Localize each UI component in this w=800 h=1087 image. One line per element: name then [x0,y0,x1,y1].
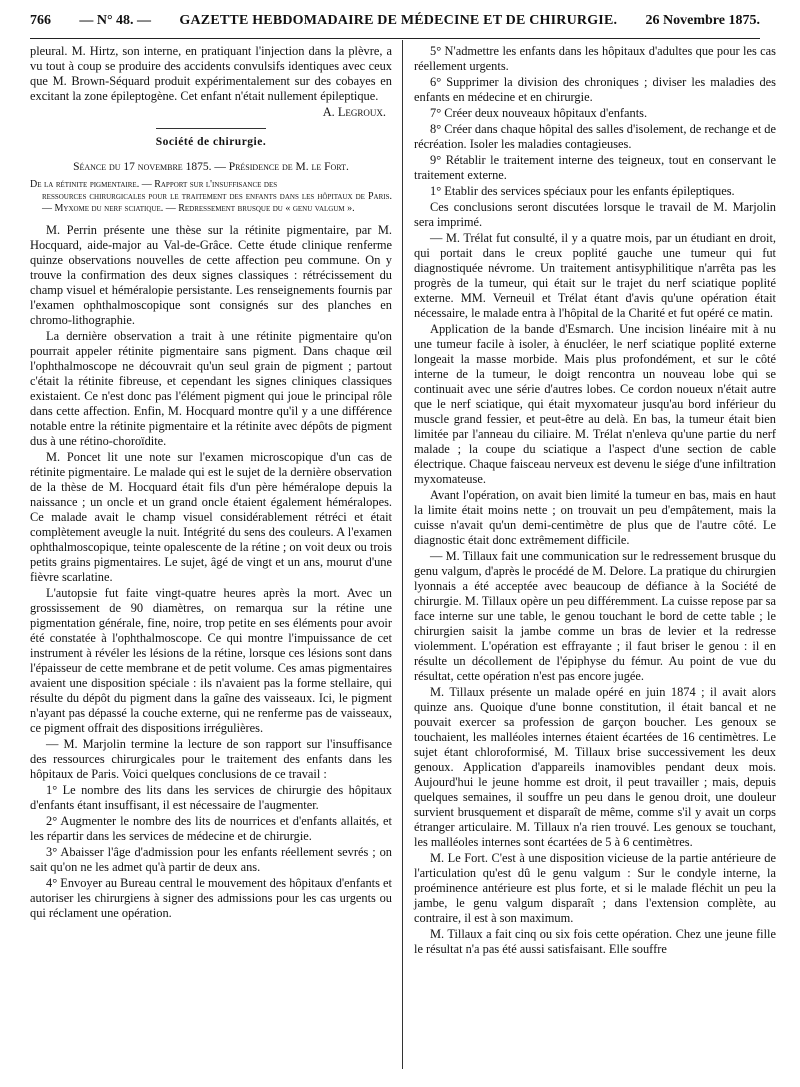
right-column [414,44,776,958]
paragraph: La dernière observation a trait à une rétinite pigmentaire qu'on pourrait appeler rétinite pigmentaire sans pigment. Dans chaque œil l'ophthalmoscope ne découvrait qu'un seul grain de pigment ; partout c'était la rétinite fibreuse, et cependant les signes cliniques classiques existaient. Ce n'est donc pas l'élément pigment qui joue le principal rôle dans cette affection. Enfin, M. Hocquard montre qu'il y a une différence notable entre la rétinite pigmentaire et la rétinite avec dépôts de pigment dus à une rétino-choroïdite. [30,329,392,448]
paragraph: — M. Marjolin termine la lecture de son rapport sur l'insuffisance des ressources chirurgicales pour le traitement des enfants dans les hôpitaux de Paris. Voici quelques conclusions de ce travail : [30,737,392,781]
section-separator [156,128,266,129]
paragraph: Avant l'opération, on avait bien limité la tumeur en bas, mais en haut la limite était moins nette ; on trouvait un peu d'empâtement, mais la cuisse n'avait qu'un demi-centimètre de plus que de l'autre côté. Le diagnostic était donc extrêmement difficile. [414,488,776,547]
paragraph: Application de la bande d'Esmarch. Une incision linéaire mit à nu une tumeur facile à isoler, à énucléer, le nerf sciatique poplité externe longeait la masse morbide. Mais plus profondément, et sur le côté interne de la tumeur, le doigt rencontra un nouveau lobe qui se continuait avec une série d'autres lobes. Ce cordon noueux n'était autre que le nerf sciatique, qui était myxomateur jusqu'au bord inférieur du muscle grand fessier, et peut-être au delà. En bas, la tumeur était bien limitée par l'anneau du ciliaire. M. Trélat n'enleva qu'une partie du nerf malade ; la coupe du sciatique a l'aspect d'une section de cable électrique. Chaque faisceau nerveux est devenu le siége d'une infiltration myxomateuse. [414,322,776,486]
paragraph: M. Perrin présente une thèse sur la rétinite pigmentaire, par M. Hocquard, aide-major au Val-de-Grâce. Cette étude clinique renferme quinze observations nouvelles de cette affection peu commune. On y trouve la confirmation des deux signes classiques : rétrécissement du champ visuel et héméralopie persistante. Les renseignements fournis par l'examen ophthalmoscopique sont consignés sur des planches en chromo-lithographie. [30,223,392,327]
paragraph: 5° N'admettre les enfants dans les hôpitaux d'adultes que pour les cas réellement urgents. [414,44,776,73]
left-column [30,44,392,922]
paragraph: 8° Créer dans chaque hôpital des salles d'isolement, de rechange et de récréation. Isoler les maladies contagieuses. [414,122,776,151]
paragraph: 4° Envoyer au Bureau central le mouvement des hôpitaux d'enfants et autoriser les chirurgiens à signer des admissions pour les cas urgents ou qui réclament une opération. [30,876,392,920]
paragraph: 3° Abaisser l'âge d'admission pour les enfants réellement sevrés ; on sait qu'on ne les admet qu'à partir de deux ans. [30,845,392,874]
page-number: 766 [30,13,51,28]
paragraph: 1° Le nombre des lits dans les services de chirurgie des hôpitaux d'enfants étant insuffisant, il est nécessaire de l'augmenter. [30,783,392,812]
paragraph: 1° Etablir des services spéciaux pour les enfants épileptiques. [430,184,735,198]
paragraph: 7° Créer deux nouveaux hôpitaux d'enfants. [430,106,648,120]
paragraph: 6° Supprimer la division des chroniques ; diviser les maladies des enfants en médecine et en chirurgie. [414,75,776,104]
paragraph: M. Tillaux présente un malade opéré en juin 1874 ; il avait alors quinze ans. Quoique d'une bonne constitution, il était bancal et ne pouvait exercer sa profession de garçon boucher. Les genoux se touchaient, les malléoles internes étaient écartées de 16 centimètres. Le sujet étant chloroformisé, M. Tillaux brise successivement les deux genoux. Application d'appareils inamovibles pendant deux mois. Aujourd'hui le jeune homme est droit, il peut travailler ; mais, depuis quelques semaines, il souffre un peu dans le genou droit, une douleur survient brusquement et disparaît de même, comme s'il y avait un corps étranger articulaire. M. Tillaux n'a rien trouvé. Les genoux se touchant, les malléoles internes sont écartées de 5 à 6 centimètres. [414,685,776,849]
page-header [30,6,760,36]
issue-date: 26 Novembre 1875. [645,13,760,28]
paragraph: 2° Augmenter le nombre des lits de nourrices et d'enfants allaités, et les répartir dans les services de médecine et de chirurgie. [30,814,392,843]
paragraph: — M. Tillaux fait une communication sur le redressement brusque du genu valgum, d'après le procédé de M. Delore. La pratique du chirurgien lyonnais a été acceptée avec beaucoup de défiance à la Société de chirurgie. M. Tillaux opère un peu différemment. La cuisse repose par sa face interne sur une table, le genou touchant le bord de cette table ; le chirurgien saisit la jambe comme un bras de levier et la redresse violemment. L'opération est effrayante ; il faut briser le genou : il en résulte un décollement de l'épiphyse du fémur. Au point de vue du résultat, cette opération n'est pas encore jugée. [414,549,776,683]
paragraph: L'autopsie fut faite vingt-quatre heures après la mort. Avec un grossissement de 90 diamètres, on remarqua sur la rétine une pigmentation générale, fine, noire, trop petite en ses éléments pour avoir été constatée à l'ophthalmoscope. Ce qui montre l'impuissance de cet instrument à révéler les lésions de la rétine, lorsque ces lésions sont dans l'épaisseur de cette membrane et de petit volume. Ces amas pigmentaires avaient une disposition spéciale : ils n'avaient pas la forme stellaire, qui résulte du dépôt du pigment dans la gaîne des vaisseaux. Ici, le pigment n'ayant pas dépassé la couche externe, qui ne renferme pas de vaisseaux, ce pigment offrait des dispositions irrégulières. [30,586,392,735]
summary-first-line: De la rétinite pigmentaire. — Rapport sur l'insuffisance des [30,179,278,190]
journal-title: GAZETTE HEBDOMADAIRE DE MÉDECINE ET DE CHIRURGIE. [179,13,618,28]
paragraph: M. Tillaux a fait cinq ou six fois cette opération. Chez une jeune fille le résultat n'a pas été aussi satisfaisant. Elle souffre [414,927,776,956]
issue-number: — N° 48. — [79,13,152,28]
paragraph: 9° Rétablir le traitement interne des teigneux, tout en conservant le traitement externe. [414,153,776,182]
paragraph: Ces conclusions seront discutées lorsque le travail de M. Marjolin sera imprimé. [414,200,776,229]
paragraph: — M. Trélat fut consulté, il y a quatre mois, par un étudiant en droit, qui portait dans le creux poplité gauche une tumeur qui fut diagnostiquée névrome. Un traitement antisyphilitique n'arrêta pas les progrès de la tumeur, qui était sur le trajet du nerf sciatique poplité externe. MM. Verneuil et Trélat étant d'avis qu'une opération était nécessaire, le malade entra à l'hôpital de la Charité et fut opéré ce matin. [414,231,776,320]
paragraph: M. Le Fort. C'est à une disposition vicieuse de la partie antérieure de l'articulation qu'est dû le genu valgum : Sur le condyle interne, la proéminence antérieure est plus forte, et si le malade fléchit un peu la jambe, le genu valgum disparaît ; dans l'extension complète, au contraire, il est à son maximum. [414,851,776,925]
session-summary [30,179,392,215]
column-divider [402,40,403,1069]
seance-line: Séance du 17 novembre 1875. — Présidence de M. le Fort. [73,161,349,173]
header-rule [30,38,760,39]
section-title: Société de chirurgie. [155,136,267,148]
paragraph: M. Poncet lit une note sur l'examen microscopique d'un cas de rétinite pigmentaire. Le malade qui est le sujet de la dernière observation de la thèse de M. Hocquard était fils d'un père héméralope depuis la naissance ; un oncle et un grand oncle étaient également héméralopes. Ce malade avait le champ visuel considérablement rétréci et était complètement aveugle la nuit. Intégrité du sens des couleurs. A l'examen ophthalmoscopique, teinte opalescente de la rétine ; on voit deux ou trois petits grains pigmentaires. Le sujet, âgé de vingt et un ans, mourut d'une fièvre scarlatine. [30,450,392,584]
left-paragraphs [30,223,392,921]
signature: A. Legroux. [322,105,386,119]
summary-rest: ressources chirurgicales pour le traitement des enfants dans les hôpitaux de Paris. — Myxome du nerf sciatique. — Redressement brusque du « genu valgum ». [42,191,392,214]
intro-paragraph: pleural. M. Hirtz, son interne, en pratiquant l'injection dans la plèvre, a vu tout à coup se produire des accidents convulsifs identiques avec ceux que M. Brown-Séquard produit expérimentalement sur des cobayes en excitant la zone épileptogène. Cet enfant n'était nullement épileptique. [30,44,392,103]
